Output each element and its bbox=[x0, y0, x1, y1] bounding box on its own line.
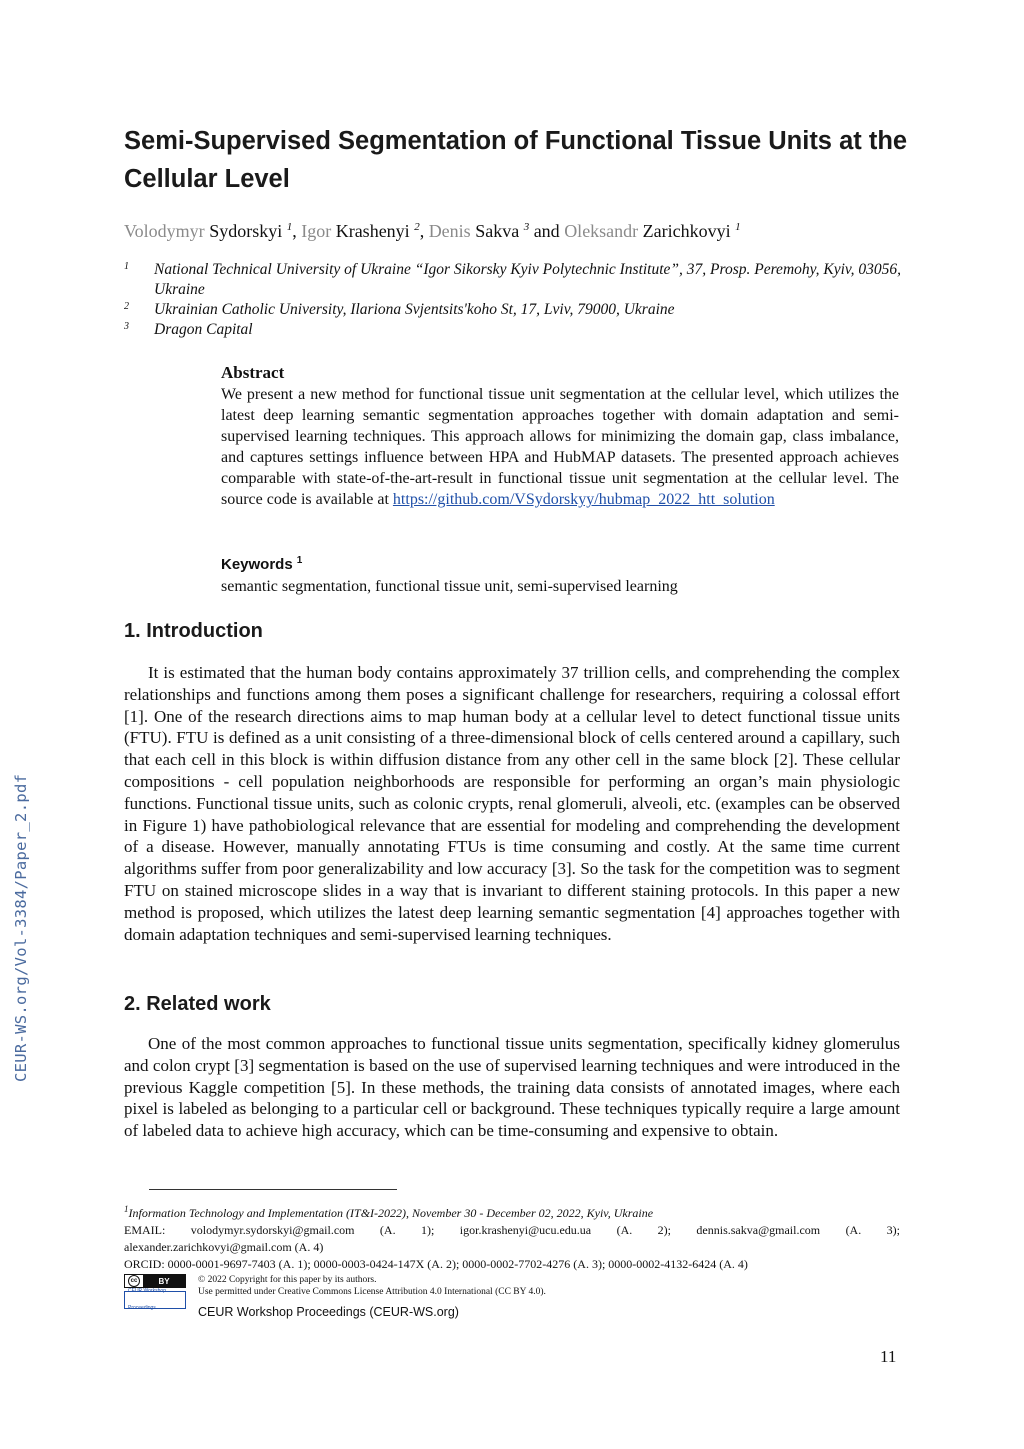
affiliations bbox=[124, 260, 904, 340]
author: Igor Krashenyi $^2$ bbox=[301, 221, 420, 241]
copyright-notice: © 2022 Copyright for this paper by its authors. bbox=[198, 1275, 377, 1285]
license-badges bbox=[124, 1274, 190, 1309]
introduction-text: It is estimated that the human body contains approximately 37 trillion cells, and comprehending the complex relationships and functions among them poses a significant challenge for researchers, requiring a colossal effort [1]. One of the research directions aims to map human body at a cellular level to detect functional tissue units (FTU). FTU is defined as a unit consisting of a three-dimensional block of cells centered around a capillary, such that each cell in this block is within diffusion distance from any other cell in the same block [2]. These cellular compositions - cell population neighborhoods are responsible for performing an organ’s main physiologic functions. Functional tissue units, such as colonic crypts, renal glomeruli, alveoli, etc. (examples can be observed in Figure 1) have pathobiological relevance that are essential for modeling and comprehending the development of a disease. However, manually annotating FTUs is time consuming and costly. At the same time current algorithms suffer from poor generalizability and low accuracy [3]. So the task for the competition was to segment FTU on stained microscope slides in a way that is invariant to different staining protocols. In this paper a new method is proposed, which utilizes the latest deep learning semantic segmentation [4] approaches together with domain adaptation techniques and semi-supervised learning techniques. bbox=[124, 663, 900, 944]
page-number: 11 bbox=[880, 1347, 897, 1366]
license-notice: Use permitted under Creative Commons License Attribution 4.0 International (CC BY 4.0). bbox=[198, 1287, 546, 1297]
footnotes bbox=[124, 1201, 900, 1321]
abstract-heading: Abstract bbox=[221, 363, 285, 382]
orcid-line: ORCID: 0000-0001-9697-7403 (A. 1); 0000-0003-0424-147X (A. 2); 0000-0002-7702-4276 (A. 3); 0000-0002-4132-6424 (A. 4) bbox=[124, 1257, 748, 1271]
keywords-heading: Keywords $^1$ bbox=[221, 555, 303, 573]
email-line: alexander.zarichkovyi@gmail.com (A. 4) bbox=[124, 1240, 324, 1254]
ceur-logo: CEUR Workshop Proceedings bbox=[124, 1291, 186, 1309]
conference-footnote: $^1$Information Technology and Implementation (IT&I-2022), November 30 - December 02, 2022, Kyiv, Ukraine bbox=[124, 1204, 654, 1220]
section-heading-related-work: 2. Related work bbox=[124, 993, 271, 1015]
license-block bbox=[124, 1274, 900, 1321]
abstract bbox=[221, 362, 899, 510]
keywords bbox=[221, 550, 899, 598]
affiliation: 2 Ukrainian Catholic University, Ilariona Svjentsits'koho St, 17, Lviv, 79000, Ukraine bbox=[124, 301, 675, 318]
footnote-divider bbox=[149, 1189, 397, 1190]
cc-by-logo: cc BY bbox=[124, 1274, 186, 1288]
affiliation: 3 Dragon Capital bbox=[124, 321, 253, 338]
author-list: Volodymyr Sydorskyi $^1$, Igor Krashenyi $^2$, Denis Sakva $^3$ and Oleksandr Zarichkovyi $^1$ bbox=[124, 221, 741, 241]
affiliation: 1 National Technical University of Ukraine “Igor Sikorsky Kyiv Polytechnic Institute”, 37, Prosp. Peremohy, Kyiv, 03056, Ukraine bbox=[124, 261, 902, 298]
email-line: EMAIL: volodymyr.sydorskyi@gmail.com (A. 1); igor.krashenyi@ucu.edu.ua (A. 2); dennis.sakva@gmail.com (A. 3); bbox=[124, 1223, 900, 1237]
related-work-text: One of the most common approaches to functional tissue units segmentation, specifically kidney glomerulus and colon crypt [3] segmentation is based on the use of supervised learning techniques and were introduced in the previous Kaggle competition [5]. In these methods, the training data consists of annotated images, where each pixel is labeled as belonging to a particular cell or background. These techniques typically require a large amount of labeled data to achieve high accuracy, which can be time-consuming and expensive to obtain. bbox=[124, 1034, 900, 1141]
author: Volodymyr Sydorskyi $^1$ bbox=[124, 221, 293, 241]
paper-title: Semi-Supervised Segmentation of Functional Tissue Units at the Cellular Level bbox=[124, 127, 908, 193]
proceedings-name: CEUR Workshop Proceedings (CEUR-WS.org) bbox=[198, 1305, 459, 1319]
abstract-text: We present a new method for functional tissue unit segmentation at the cellular level, which utilizes the latest deep learning semantic segmentation approaches together with domain adaptation and semi-supervised learning techniques. This approach allows for minimizing the domain gap, class imbalance, and captures settings influence between HPA and HubMAP datasets. The presented approach achieves comparable with state-of-the-art-result in functional tissue unit segmentation at the cellular level. The source code is available at https://github.com/VSydorskyy/hubmap_2022_htt_solution bbox=[221, 386, 899, 508]
author: Oleksandr Zarichkovyi $^1$ bbox=[564, 221, 741, 241]
source-code-link[interactable]: https://github.com/VSydorskyy/hubmap_2022_htt_solution bbox=[392, 491, 775, 508]
section-heading-introduction: 1. Introduction bbox=[124, 620, 263, 642]
side-stamp: CEUR-WS.org/Vol-3384/Paper_2.pdf bbox=[12, 773, 30, 1082]
author: Denis Sakva $^3$ bbox=[428, 221, 530, 241]
keywords-text: semantic segmentation, functional tissue unit, semi-supervised learning bbox=[221, 578, 678, 595]
